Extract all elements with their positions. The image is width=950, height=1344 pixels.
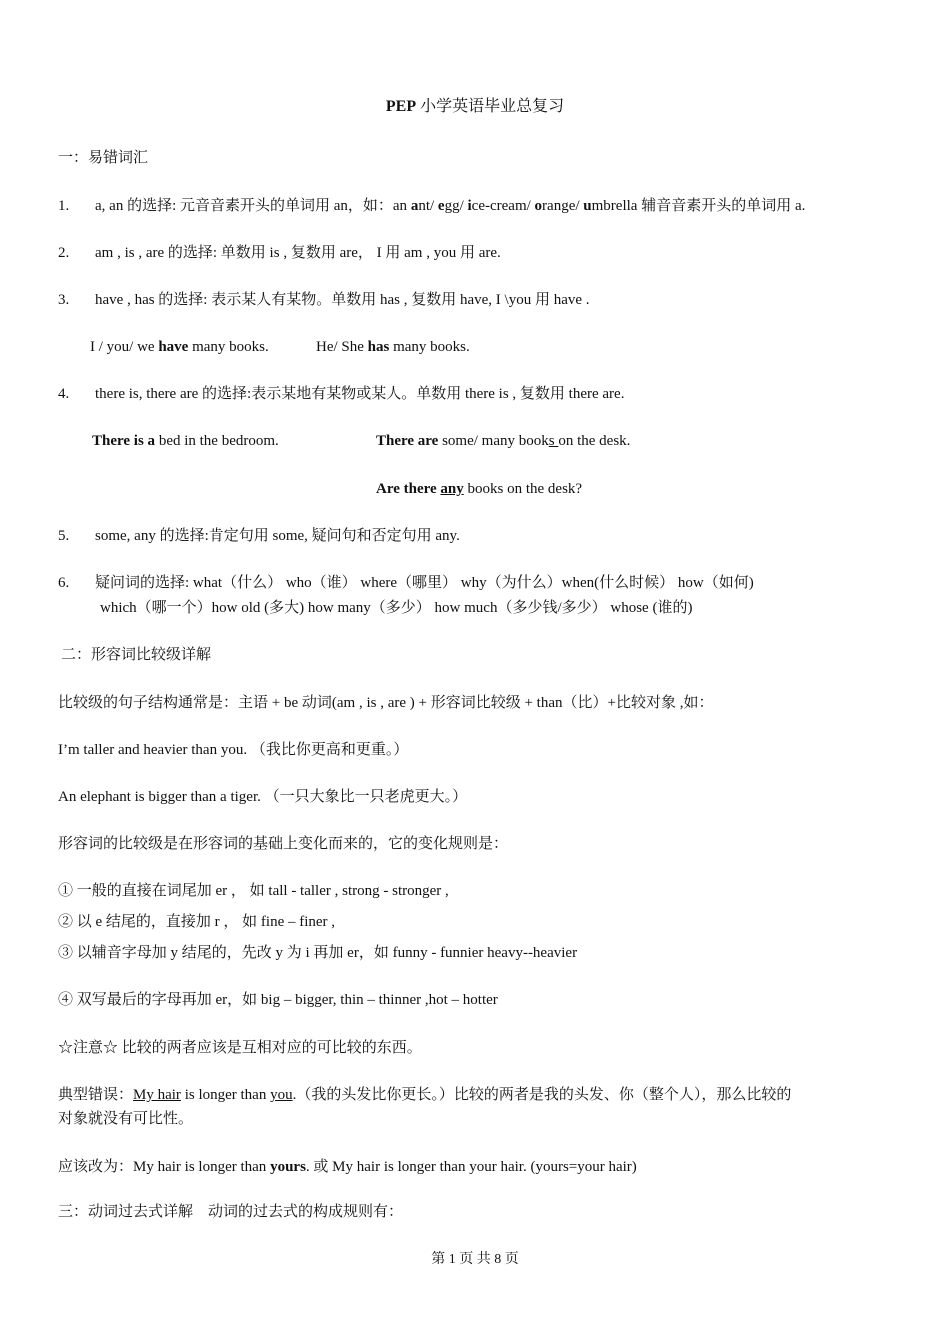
list-item-3: 3. have , has 的选择: 表示某人有某物。单数用 has , 复数用 have, I \you 用 have . [58, 292, 590, 308]
rule-2: ② 以 e 结尾的，直接加 r ， 如 fine – finer , [58, 914, 336, 930]
correction: 应该改为：My hair is longer than yours. 或 My hair is longer than your hair. (yours=your hair) [58, 1159, 637, 1175]
paragraph-structure: 比较级的句子结构通常是：主语 + be 动词(am , is , are ) + 形容词比较级 + than（比）+比较对象 ,如： [58, 695, 714, 711]
page-footer: 第 1 页 共 8 页 [431, 1252, 519, 1267]
rule-3: ③ 以辅音字母加 y 结尾的，先改 y 为 i 再加 er，如 funny - funnier heavy--heavier [58, 945, 578, 961]
rule-4: ④ 双写最后的字母再加 er，如 big – bigger, thin – thinner ,hot – hotter [58, 992, 498, 1008]
example-are-there: Are there any books on the desk? [376, 481, 583, 497]
rule-1: ① 一般的直接在词尾加 er ， 如 tall - taller , strong - stronger , [58, 883, 449, 899]
list-item-6-cont: which（哪一个）how old (多大) how many（多少） how much（多少钱/多少） whose (谁的) [100, 600, 693, 616]
typical-error-cont: 对象就没有可比性。 [58, 1111, 194, 1127]
page-title: PEP 小学英语毕业总复习 [385, 98, 565, 115]
list-item-4: 4. there is, there are 的选择:表示某地有某物或某人。单数用 there is , 复数用 there are. [58, 386, 625, 402]
section-heading-2: 二：形容词比较级详解 [61, 647, 212, 663]
paragraph-rules-intro: 形容词的比较级是在形容词的基础上变化而来的，它的变化规则是： [58, 836, 509, 852]
example-have: I / you/ we have many books. [90, 339, 269, 355]
section-heading-1: 一：易错词汇 [58, 150, 149, 166]
example-has: He/ She has many books. [316, 339, 470, 355]
section-heading-3: 三：动词过去式详解 动词的过去式的构成规则有： [58, 1204, 404, 1220]
list-item-6: 6. 疑问词的选择: what（什么） who（谁） where（哪里） why（为什么）when(什么时候） how（如何) [58, 575, 754, 591]
example-there-are: There are some/ many books on the desk. [376, 433, 631, 449]
paragraph-example-2: An elephant is bigger than a tiger. （一只大象比一只老虎更大。） [58, 789, 468, 805]
note: ☆注意☆ 比较的两者应该是互相对应的可比较的东西。 [58, 1040, 422, 1056]
paragraph-example-1: I’m taller and heavier than you. （我比你更高和更重。） [58, 742, 409, 758]
list-item-5: 5. some, any 的选择:肯定句用 some, 疑问句和否定句用 any. [58, 528, 460, 544]
example-there-is: There is a bed in the bedroom. [92, 433, 279, 449]
list-item-1: 1. a, an 的选择: 元音音素开头的单词用 an，如：an ant/ egg/ ice-cream/ orange/ umbrella 辅音音素开头的单词用 a. [58, 198, 806, 214]
list-item-2: 2. am , is , are 的选择: 单数用 is , 复数用 are， I 用 am , you 用 are. [58, 245, 501, 261]
typical-error: 典型错误：My hair is longer than you.（我的头发比你更长。）比较的两者是我的头发、你（整个人），那么比较的 [58, 1087, 792, 1103]
